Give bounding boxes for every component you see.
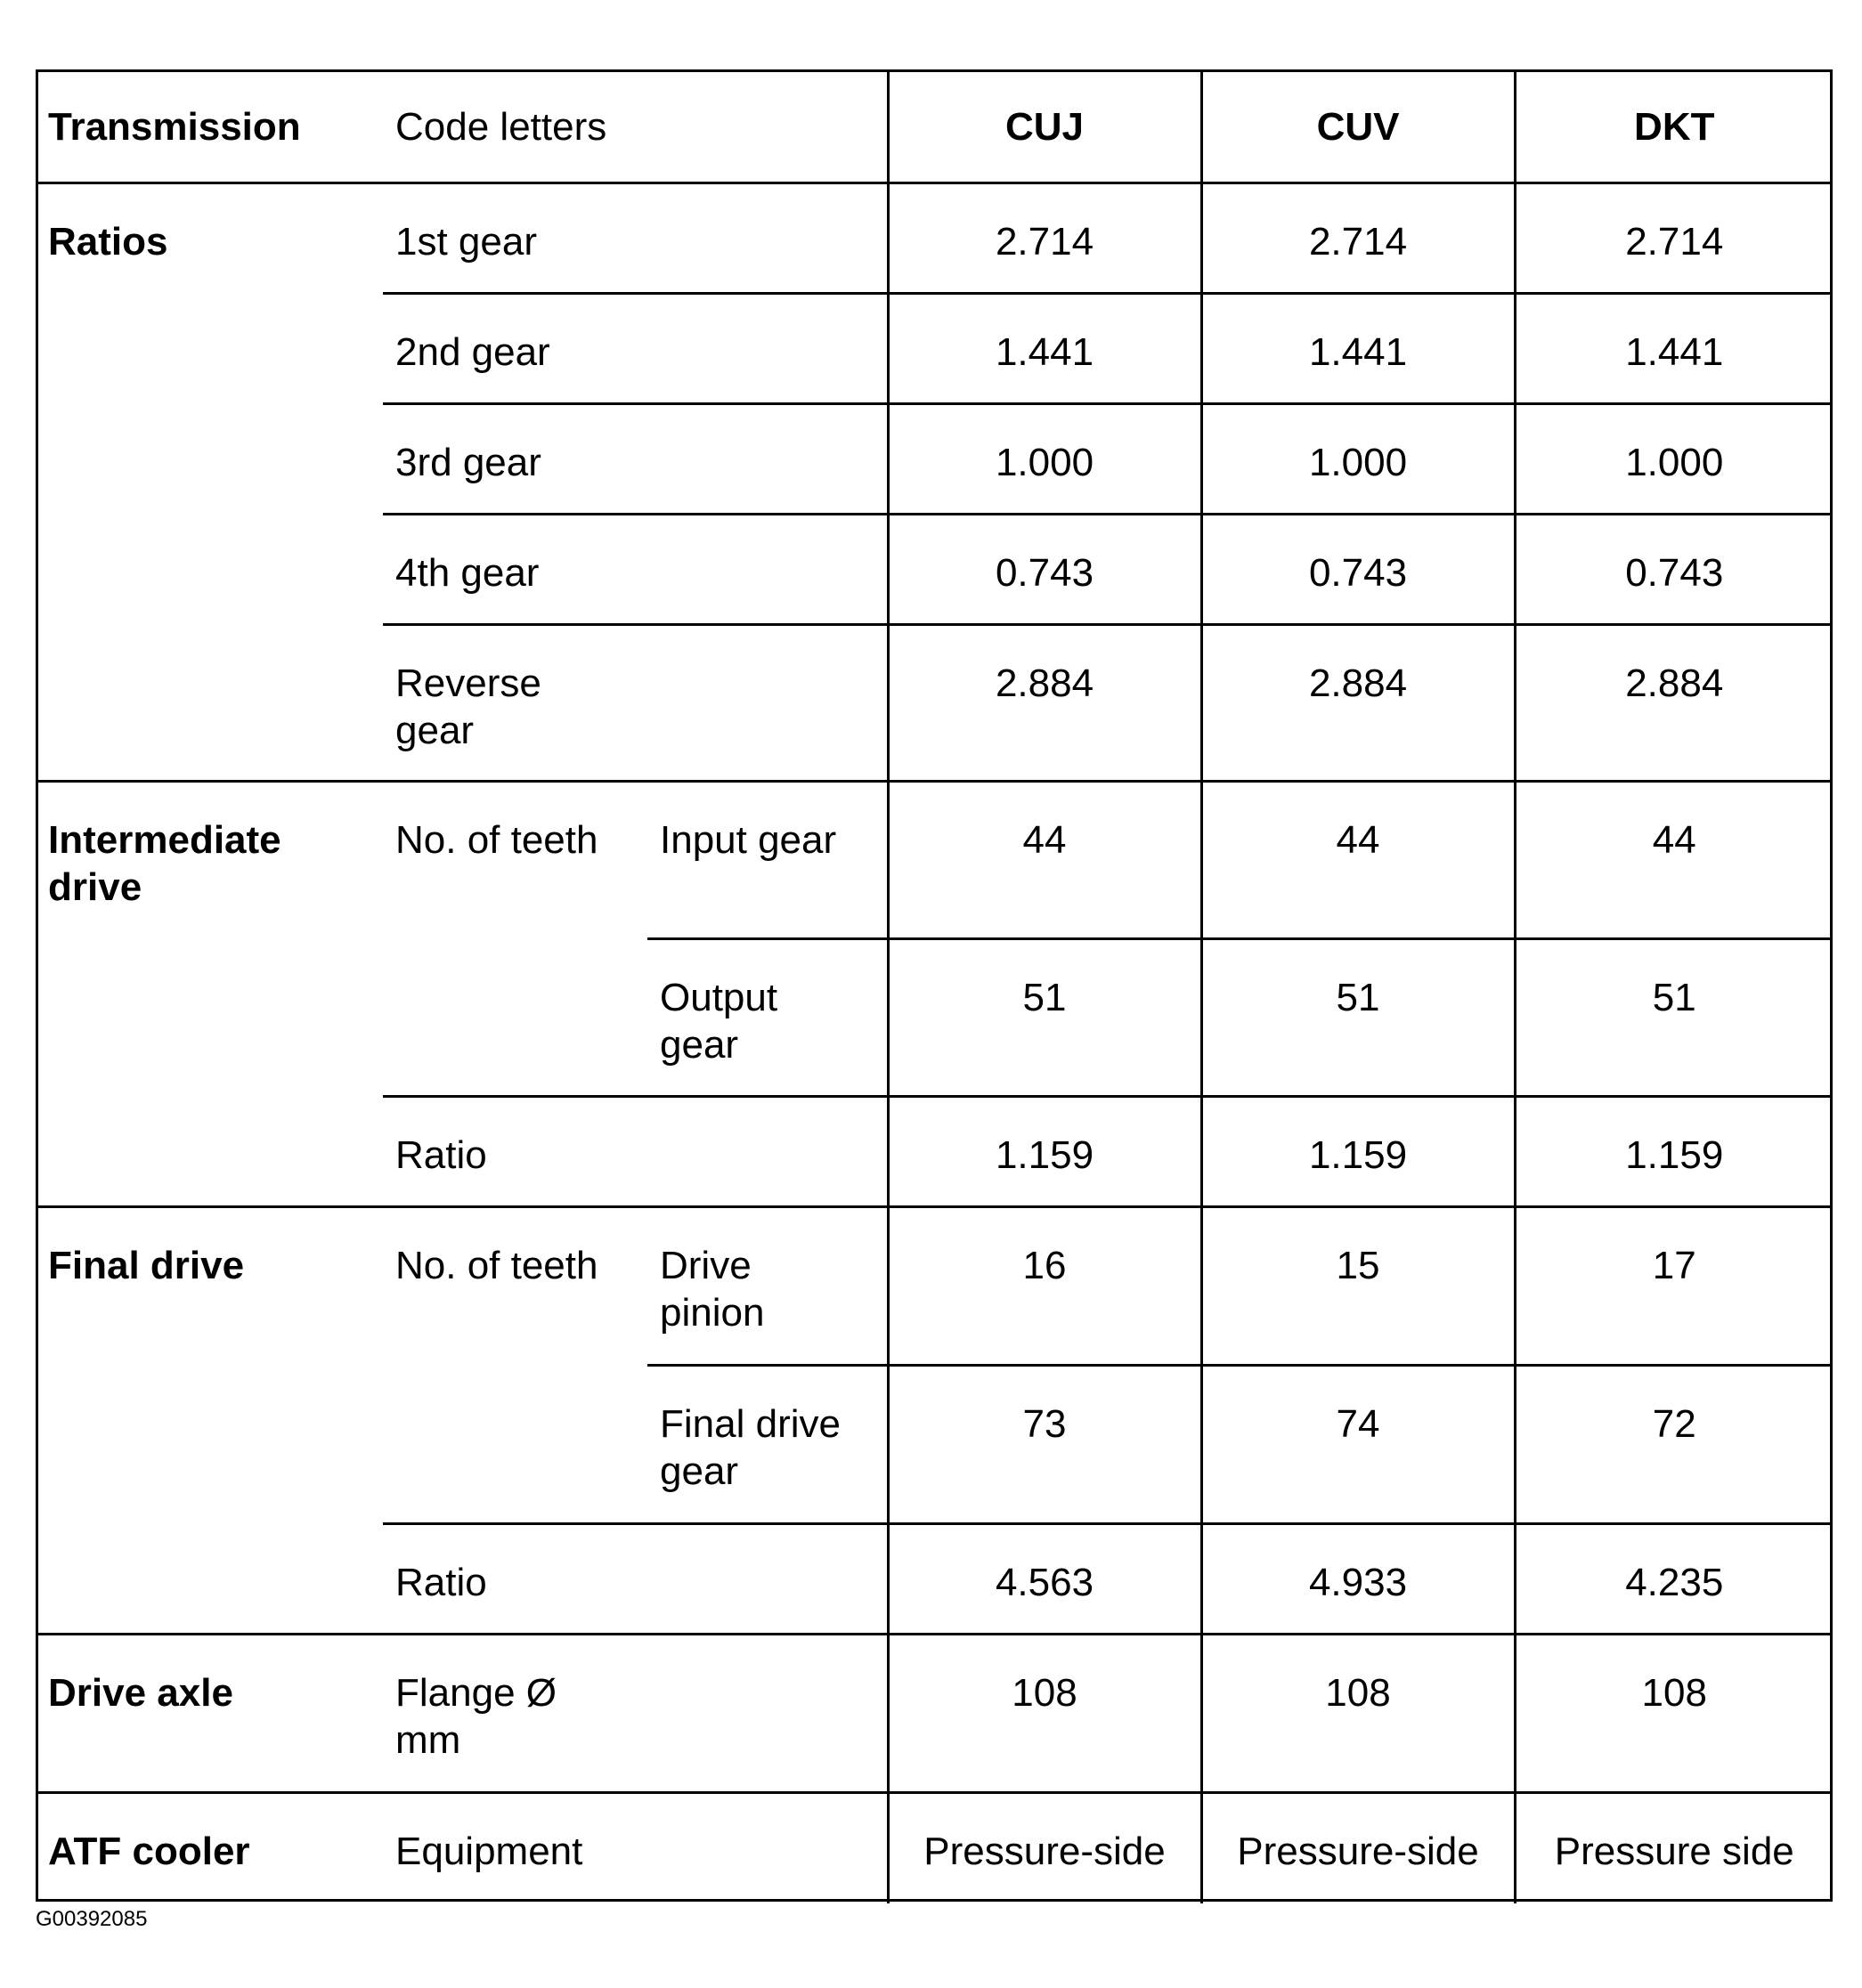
value-cell: 108 (1201, 1635, 1515, 1793)
value-cell: 108 (888, 1635, 1201, 1793)
value-cell: 17 (1515, 1207, 1833, 1366)
sub-label: Input gear (647, 782, 888, 939)
value-cell: 1.159 (1515, 1097, 1833, 1207)
row-label: 2nd gear (383, 294, 888, 404)
value-cell: 2.714 (1201, 183, 1515, 294)
value-cell: 72 (1515, 1366, 1833, 1524)
value-cell: 0.743 (1201, 515, 1515, 625)
header-code-dkt: DKT (1515, 71, 1833, 183)
value-cell: 2.884 (1201, 625, 1515, 782)
value-cell: 1.441 (1201, 294, 1515, 404)
row-label: 4th gear (383, 515, 888, 625)
value-cell: 0.743 (1515, 515, 1833, 625)
value-cell: 2.884 (888, 625, 1201, 782)
row-label: Ratio (383, 1097, 888, 1207)
row-label: No. of teeth (383, 782, 647, 1097)
group-atf-cooler: ATF cooler (36, 1793, 383, 1903)
value-cell: 1.000 (1515, 404, 1833, 515)
value-cell: 44 (1201, 782, 1515, 939)
table-row (36, 1635, 1833, 1793)
transmission-spec-table (36, 69, 1833, 1903)
output-gear-label: Output gear (660, 976, 778, 1067)
value-cell: 0.743 (888, 515, 1201, 625)
value-cell: 44 (1515, 782, 1833, 939)
value-cell: 2.714 (1515, 183, 1833, 294)
sub-label (647, 1207, 888, 1366)
value-cell: 73 (888, 1366, 1201, 1524)
final-drive-gear-label: Final drive gear (660, 1402, 841, 1493)
value-cell: 74 (1201, 1366, 1515, 1524)
value-cell: 51 (1515, 939, 1833, 1097)
row-label: 3rd gear (383, 404, 888, 515)
value-cell: 51 (888, 939, 1201, 1097)
value-cell: Pressure-side (1201, 1793, 1515, 1903)
group-intermediate-label: Intermediate drive (48, 818, 281, 909)
group-intermediate-drive (36, 782, 383, 1207)
value-cell: 1.441 (888, 294, 1201, 404)
value-cell: 16 (888, 1207, 1201, 1366)
row-label (383, 1635, 888, 1793)
table-row (36, 782, 1833, 939)
value-cell: 2.884 (1515, 625, 1833, 782)
sub-label (647, 939, 888, 1097)
value-cell: 1.000 (888, 404, 1201, 515)
header-code-cuv: CUV (1201, 71, 1515, 183)
sub-label (647, 1366, 888, 1524)
value-cell: 108 (1515, 1635, 1833, 1793)
figure-id: G00392085 (36, 1907, 148, 1931)
header-transmission: Transmission (36, 71, 383, 183)
group-drive-axle: Drive axle (36, 1635, 383, 1793)
value-cell: 51 (1201, 939, 1515, 1097)
row-label (383, 625, 888, 782)
value-cell: 4.933 (1201, 1524, 1515, 1635)
group-ratios: Ratios (36, 183, 383, 782)
value-cell: 15 (1201, 1207, 1515, 1366)
value-cell: 1.159 (1201, 1097, 1515, 1207)
header-code-letters: Code letters (383, 71, 888, 183)
value-cell: 1.441 (1515, 294, 1833, 404)
header-row (36, 71, 1833, 183)
reverse-gear-label: Reverse gear (395, 661, 541, 752)
value-cell: 1.159 (888, 1097, 1201, 1207)
flange-label: Flange Ø mm (395, 1671, 557, 1762)
value-cell: 4.563 (888, 1524, 1201, 1635)
row-label: Equipment (383, 1793, 888, 1903)
row-label: 1st gear (383, 183, 888, 294)
value-cell: 2.714 (888, 183, 1201, 294)
table-row (36, 183, 1833, 294)
table-row (36, 1793, 1833, 1903)
value-cell: Pressure side (1515, 1793, 1833, 1903)
table-row (36, 1207, 1833, 1366)
row-label: No. of teeth (383, 1207, 647, 1524)
value-cell: Pressure-side (888, 1793, 1201, 1903)
header-code-cuj: CUJ (888, 71, 1201, 183)
value-cell: 44 (888, 782, 1201, 939)
drive-pinion-label: Drive pinion (660, 1244, 765, 1335)
row-label: Ratio (383, 1524, 888, 1635)
value-cell: 4.235 (1515, 1524, 1833, 1635)
group-final-drive: Final drive (36, 1207, 383, 1635)
value-cell: 1.000 (1201, 404, 1515, 515)
